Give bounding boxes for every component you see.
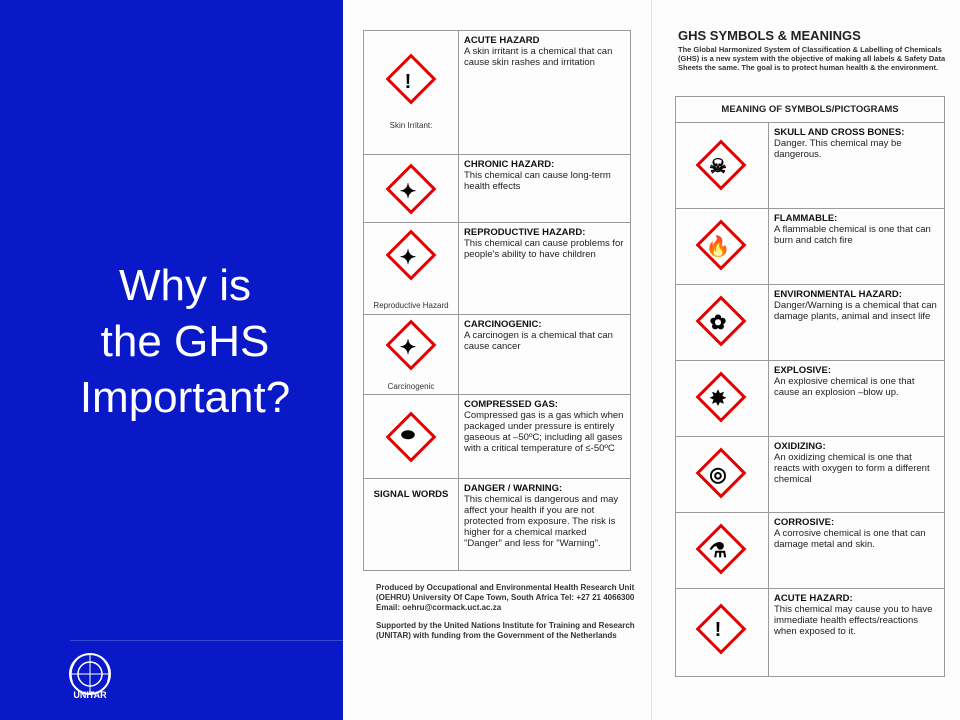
symbol-description bbox=[769, 361, 945, 437]
ghs-intro: The Global Harmonized System of Classification & Labelling of Chemicals (GHS) is a new system with the objective of making all labels & Safety Data Sheets the same. The goal is to protect human health & the environment. bbox=[678, 45, 946, 72]
symbol-heading: ENVIRONMENTAL HAZARD: bbox=[774, 289, 902, 300]
hazard-heading: REPRODUCTIVE HAZARD: bbox=[464, 227, 586, 238]
pictogram-cell: ✦ Reproductive Hazard bbox=[364, 223, 459, 315]
symbol-heading: SKULL AND CROSS BONES: bbox=[774, 127, 905, 138]
symbol-description bbox=[769, 589, 945, 677]
symbol-text: An oxidizing chemical is one that reacts with oxygen to form a different chemical bbox=[774, 452, 930, 485]
symbol-description bbox=[769, 437, 945, 513]
hazard-heading: DANGER / WARNING: bbox=[464, 483, 563, 494]
slide-title bbox=[40, 258, 330, 426]
hazard-text: A carcinogen is a chemical that can cause cancer bbox=[464, 330, 613, 352]
symbol-text: An explosive chemical is one that cause an explosion –blow up. bbox=[774, 376, 915, 398]
ghs-title: GHS SYMBOLS & MEANINGS bbox=[678, 28, 861, 43]
pictogram-cell: ⚗ bbox=[676, 513, 769, 589]
symbol-text: A flammable chemical is one that can burn and catch fire bbox=[774, 224, 931, 246]
hazard-description bbox=[459, 395, 631, 479]
hazard-description bbox=[459, 155, 631, 223]
title-line-1: Why is bbox=[119, 261, 251, 310]
produced-by-text: Produced by Occupational and Environmental Health Research Unit (OEHRU) University Of Cape Town, South Africa Tel: +27 21 4066300 Email: oehru@cormack.uct.ac.za bbox=[376, 583, 635, 612]
symbol-text: A corrosive chemical is one that can damage metal and skin. bbox=[774, 528, 926, 550]
pictogram-caption: Carcinogenic bbox=[387, 382, 435, 391]
pictogram-cell: ✸ bbox=[676, 361, 769, 437]
hazard-text: This chemical can cause problems for people's ability to have children bbox=[464, 238, 624, 260]
left-hazard-table bbox=[363, 30, 631, 571]
pictogram-cell: ⬬ bbox=[364, 395, 459, 479]
slide-divider bbox=[70, 640, 345, 641]
hazard-heading: ACUTE HAZARD bbox=[464, 35, 540, 46]
hazard-text: A skin irritant is a chemical that can cause skin rashes and irritation bbox=[464, 46, 613, 68]
pictogram-cell: ◎ bbox=[676, 437, 769, 513]
supported-by-text: Supported by the United Nations Institute for Training and Research (UNITAR) with funding from the Government of the Netherlands bbox=[376, 621, 635, 640]
pictogram-cell: 🔥 bbox=[676, 209, 769, 285]
pictogram-caption: Skin Irritant: bbox=[389, 121, 433, 130]
symbol-description bbox=[769, 123, 945, 209]
symbol-text: Danger. This chemical may be dangerous. bbox=[774, 138, 902, 160]
title-line-2: the GHS bbox=[100, 317, 270, 366]
symbol-heading: FLAMMABLE: bbox=[774, 213, 838, 224]
leaflet-footer bbox=[376, 583, 636, 649]
symbol-description bbox=[769, 285, 945, 361]
hazard-text: Compressed gas is a gas which when packaged under pressure is entirely gaseous at –50ºC; including all gases with a critical temperature of ≤-50ºC bbox=[464, 410, 624, 454]
pictogram-cell: ☠ bbox=[676, 123, 769, 209]
unitar-logo: UNITAR bbox=[73, 690, 107, 700]
symbol-heading: ACUTE HAZARD: bbox=[774, 593, 853, 604]
symbol-description bbox=[769, 513, 945, 589]
symbol-heading: CORROSIVE: bbox=[774, 517, 835, 528]
meaning-header-cell bbox=[676, 97, 945, 123]
symbol-text: This chemical may cause you to have immediate health effects/reactions when exposed to it. bbox=[774, 604, 933, 637]
hazard-heading: COMPRESSED GAS: bbox=[464, 399, 558, 410]
hazard-heading: CARCINOGENIC: bbox=[464, 319, 542, 330]
hazard-heading: CHRONIC HAZARD: bbox=[464, 159, 555, 170]
pictogram-cell: ! bbox=[676, 589, 769, 677]
symbol-text: Danger/Warning is a chemical that can damage plants, animal and insect life bbox=[774, 300, 937, 322]
hazard-text: This chemical can cause long-term health effects bbox=[464, 170, 611, 192]
symbol-description bbox=[769, 209, 945, 285]
ghs-leaflet bbox=[343, 0, 960, 720]
pictogram-caption: Reproductive Hazard bbox=[373, 301, 449, 310]
signal-words-label: SIGNAL WORDS bbox=[373, 489, 449, 500]
hazard-description bbox=[459, 31, 631, 155]
hazard-text: This chemical is dangerous and may affect your health if you are not protected from exposure. The risk is higher for a chemical marked "Danger" and less for "Warning". bbox=[464, 494, 619, 549]
hazard-description bbox=[459, 479, 631, 571]
meaning-header: MEANING OF SYMBOLS/PICTOGRAMS bbox=[721, 104, 899, 115]
pictogram-cell: ✦ bbox=[364, 155, 459, 223]
signal-words-cell bbox=[364, 479, 459, 571]
right-symbol-table bbox=[675, 96, 945, 677]
pictogram-cell: ✦ Carcinogenic bbox=[364, 315, 459, 395]
hazard-description bbox=[459, 315, 631, 395]
hazard-description bbox=[459, 223, 631, 315]
pictogram-cell: ✿ bbox=[676, 285, 769, 361]
title-line-3: Important? bbox=[79, 373, 291, 422]
symbol-heading: EXPLOSIVE: bbox=[774, 365, 832, 376]
pictogram-cell: ! Skin Irritant: bbox=[364, 31, 459, 155]
symbol-heading: OXIDIZING: bbox=[774, 441, 826, 452]
leaflet-fold bbox=[651, 0, 652, 720]
